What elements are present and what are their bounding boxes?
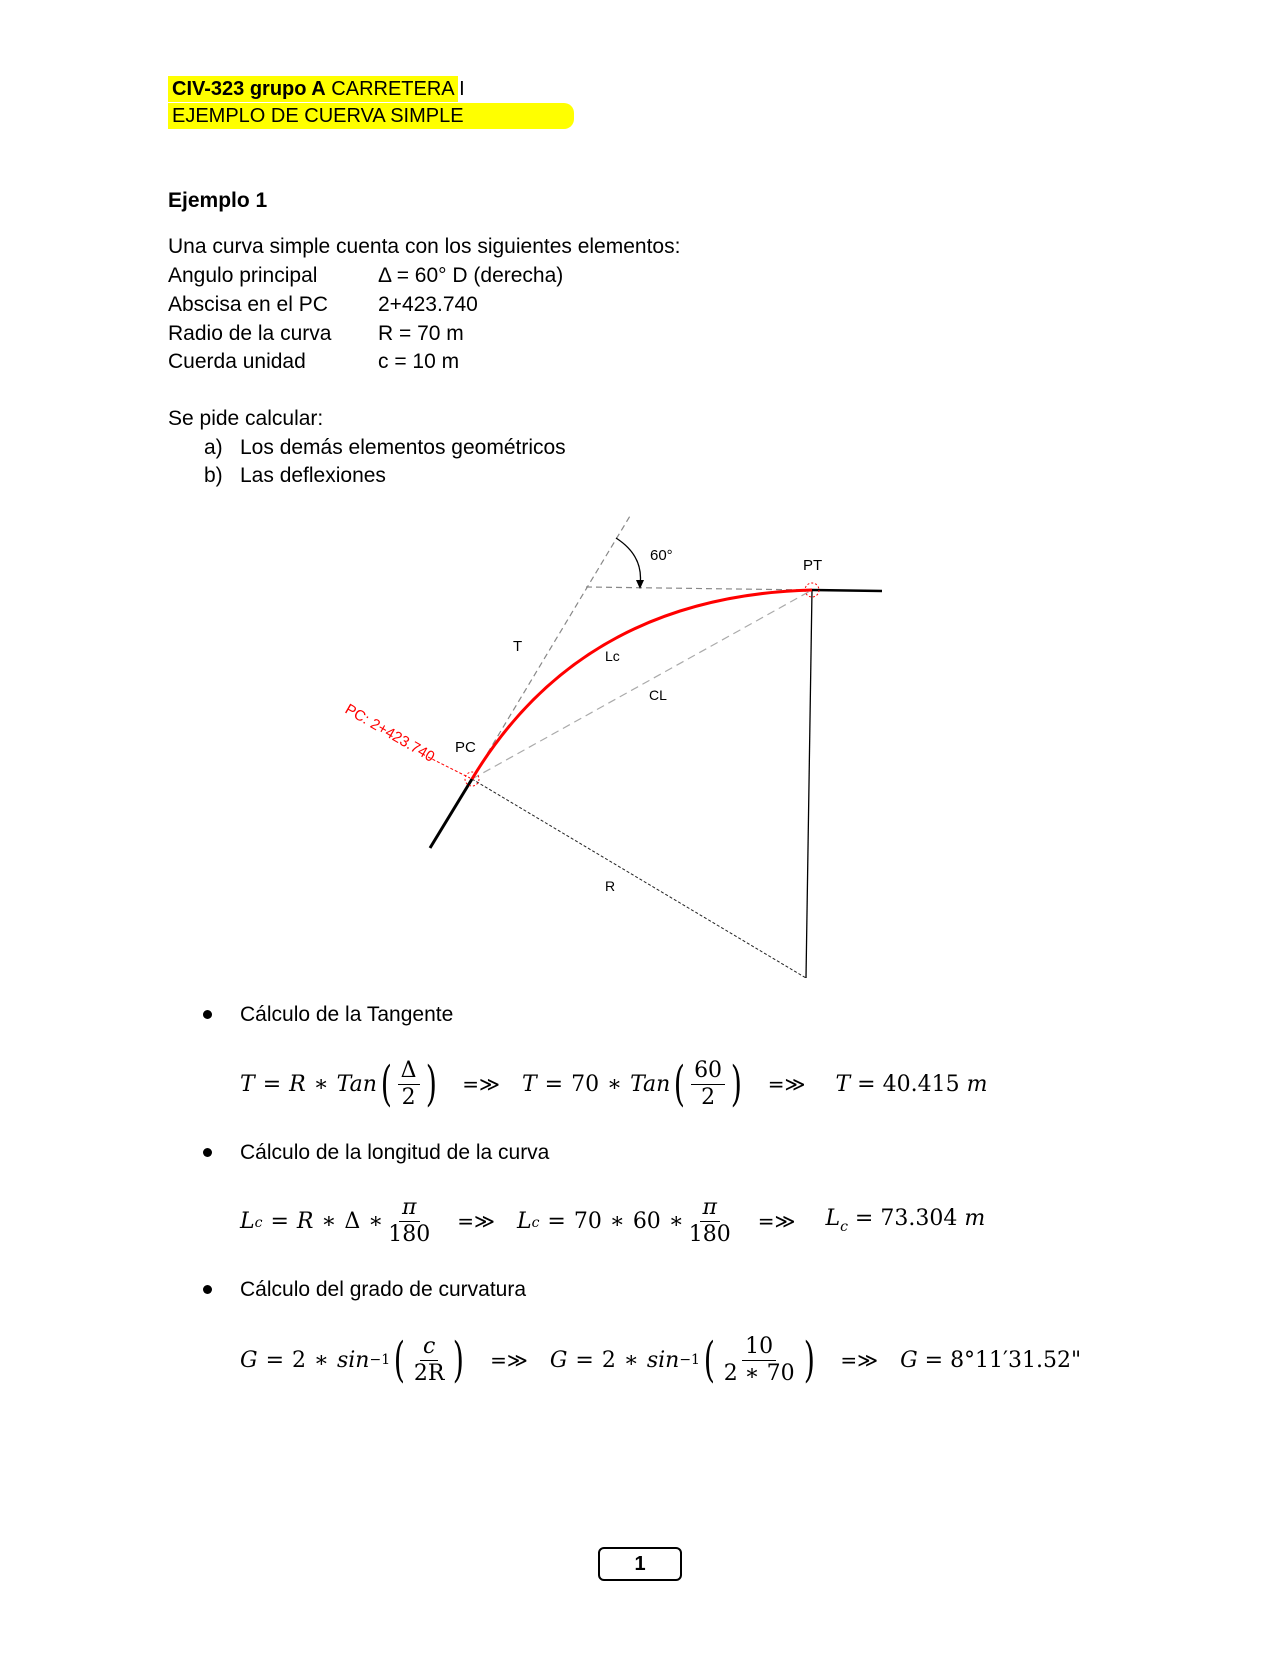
calc-result: $L_c = 73.304$ m — [825, 1206, 986, 1235]
radius-label: R — [605, 878, 616, 894]
example-title: Ejemplo 1 — [168, 189, 268, 212]
element-label: Radio de la curva — [168, 322, 332, 345]
element-value: 2+423.740 — [378, 293, 478, 316]
example-intro: Una curva simple cuenta con los siguientes elementos: — [168, 235, 681, 258]
task-marker: a) — [204, 436, 223, 459]
element-value: Δ = 60° D (derecha) — [378, 264, 564, 287]
tangent-label: T — [513, 638, 523, 655]
angle-arc — [616, 538, 641, 585]
element-label: Cuerda unidad — [168, 350, 306, 373]
tangent-formula: T = R ∗ Tan ( $\frac{\Delta}{2}$ ) =≫ T = 70 ∗ Tan ( $\frac{60}{2}$ ) =≫ T = 40.415 m — [240, 1056, 988, 1112]
pc-station-label: PC: 2+423.740 — [342, 700, 438, 766]
long-chord-label: CL — [649, 687, 667, 703]
bullet — [203, 1148, 212, 1157]
calc-result: G = 8°11′31.52" — [900, 1347, 1082, 1373]
curvature-formula: G = 2 ∗ sin −1 ( $\frac{c}{2R}$ ) =≫ G = 2 ∗ sin −1 ( $\frac{10}{2 ∗ 70}$ ) =≫ G = 8°11′31.52" — [240, 1332, 1082, 1388]
element-label: Angulo principal — [168, 264, 318, 287]
forward-tangent-dashed — [586, 587, 812, 590]
forward-tangent-line — [812, 590, 882, 591]
curve-length-label: Lc — [605, 648, 620, 664]
course-name: CARRETERA I — [331, 78, 465, 100]
long-chord-line — [472, 590, 812, 779]
element-value: R = 70 m — [378, 322, 464, 345]
bullet — [203, 1010, 212, 1019]
pc-station-leader — [428, 757, 470, 778]
element-label: Abscisa en el PC — [168, 293, 328, 316]
page-number: 1 — [598, 1547, 682, 1581]
angle-label: 60° — [650, 547, 673, 564]
back-tangent-line — [430, 779, 472, 848]
radius-line — [472, 779, 806, 978]
subtitle-text: EJEMPLO DE CUERVA SIMPLE — [172, 105, 464, 127]
pt-radius-line — [806, 590, 812, 978]
pc-label: PC — [455, 739, 476, 756]
calc-result: T = 40.415 m — [835, 1071, 988, 1097]
task-text: Las deflexiones — [240, 464, 386, 487]
course-code: CIV-323 grupo A — [172, 78, 326, 100]
task-marker: b) — [204, 464, 223, 487]
calc-heading: Cálculo de la longitud de la curva — [240, 1141, 550, 1164]
element-value: c = 10 m — [378, 350, 460, 373]
bullet — [203, 1285, 212, 1294]
task-intro: Se pide calcular: — [168, 407, 324, 430]
calc-heading: Cálculo de la Tangente — [240, 1003, 454, 1026]
calc-heading: Cálculo del grado de curvatura — [240, 1278, 527, 1301]
curve-length-formula: L c = R ∗ Δ ∗ $\frac{\pi}{180}$ =≫ L c = 70 ∗ 60 ∗ $\frac{\pi}{180}$ =≫ $L_c = 73.304$ m — [240, 1194, 986, 1247]
task-text: Los demás elementos geométricos — [240, 436, 566, 459]
pt-label: PT — [803, 557, 823, 574]
